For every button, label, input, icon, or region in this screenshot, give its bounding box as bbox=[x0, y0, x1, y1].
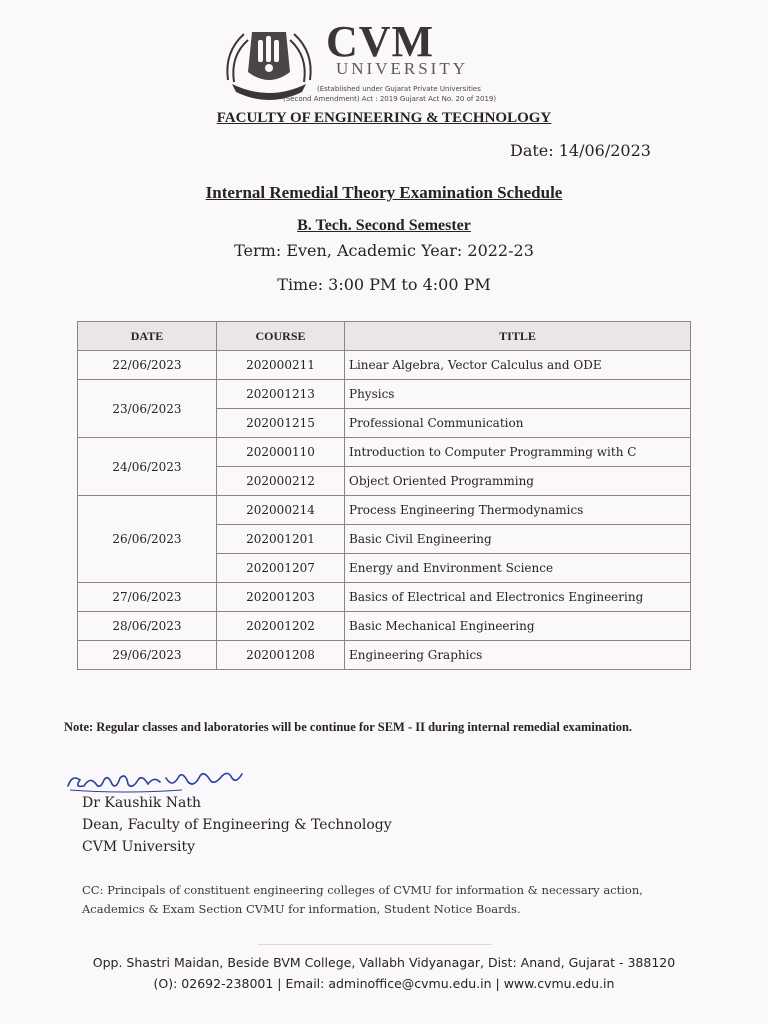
establishment-line-1: (Established under Gujarat Private Universities bbox=[317, 85, 481, 93]
course-code-cell: 202001213 bbox=[217, 380, 345, 409]
course-title-cell: Basic Mechanical Engineering bbox=[345, 612, 691, 641]
program-heading: B. Tech. Second Semester bbox=[297, 217, 471, 234]
course-code-cell: 202000214 bbox=[217, 496, 345, 525]
table-header-row bbox=[78, 322, 691, 351]
brand-subtitle: UNIVERSITY bbox=[336, 59, 468, 78]
course-title-cell: Energy and Environment Science bbox=[345, 554, 691, 583]
university-emblem-icon bbox=[218, 22, 320, 100]
date-cell: 26/06/2023 bbox=[78, 496, 217, 583]
date-cell: 28/06/2023 bbox=[78, 612, 217, 641]
schedule-title: Internal Remedial Theory Examination Schedule bbox=[205, 183, 563, 202]
schedule-table bbox=[77, 321, 691, 670]
date-cell: 27/06/2023 bbox=[78, 583, 217, 612]
date-cell: 23/06/2023 bbox=[78, 380, 217, 438]
table-row bbox=[78, 438, 691, 467]
course-code-cell: 202001207 bbox=[217, 554, 345, 583]
table-row bbox=[78, 583, 691, 612]
column-header-date: DATE bbox=[78, 322, 217, 351]
course-code-cell: 202000212 bbox=[217, 467, 345, 496]
course-title-cell: Physics bbox=[345, 380, 691, 409]
table-row bbox=[78, 380, 691, 409]
course-code-cell: 202001215 bbox=[217, 409, 345, 438]
cc-text: CC: Principals of constituent engineering colleges of CVMU for information & necessary action, Academics & Exam Section CVMU for information, Student Notice Boards. bbox=[82, 883, 643, 916]
table-row bbox=[78, 351, 691, 380]
signatory-name: Dr Kaushik Nath bbox=[82, 795, 202, 811]
note-text: Note: Regular classes and laboratories will be continue for SEM - II during internal remedial examination. bbox=[64, 720, 633, 734]
course-code-cell: 202000211 bbox=[217, 351, 345, 380]
time-line: Time: 3:00 PM to 4:00 PM bbox=[277, 275, 491, 294]
footer-address: Opp. Shastri Maidan, Beside BVM College, Vallabh Vidyanagar, Dist: Anand, Gujarat - 388120 bbox=[92, 955, 676, 970]
date-cell: 24/06/2023 bbox=[78, 438, 217, 496]
course-code-cell: 202001202 bbox=[217, 612, 345, 641]
column-header-title: TITLE bbox=[345, 322, 691, 351]
course-code-cell: 202000110 bbox=[217, 438, 345, 467]
faculty-heading: FACULTY OF ENGINEERING & TECHNOLOGY bbox=[216, 110, 552, 126]
table-row bbox=[78, 612, 691, 641]
brand-name: CVM bbox=[326, 17, 435, 66]
table-row bbox=[78, 496, 691, 525]
course-title-cell: Introduction to Computer Programming with C bbox=[345, 438, 691, 467]
signatory-role: Dean, Faculty of Engineering & Technology bbox=[82, 817, 392, 833]
course-title-cell: Engineering Graphics bbox=[345, 641, 691, 670]
term-line: Term: Even, Academic Year: 2022-23 bbox=[234, 241, 534, 260]
table-row bbox=[78, 641, 691, 670]
date-cell: 29/06/2023 bbox=[78, 641, 217, 670]
column-header-course: COURSE bbox=[217, 322, 345, 351]
course-title-cell: Basic Civil Engineering bbox=[345, 525, 691, 554]
course-code-cell: 202001201 bbox=[217, 525, 345, 554]
course-title-cell: Process Engineering Thermodynamics bbox=[345, 496, 691, 525]
document-date: Date: 14/06/2023 bbox=[510, 141, 651, 160]
course-code-cell: 202001203 bbox=[217, 583, 345, 612]
course-title-cell: Linear Algebra, Vector Calculus and ODE bbox=[345, 351, 691, 380]
svg-text:• • •: • • • bbox=[256, 88, 266, 93]
course-code-cell: 202001208 bbox=[217, 641, 345, 670]
signatory-organization: CVM University bbox=[82, 839, 195, 855]
course-title-cell: Object Oriented Programming bbox=[345, 467, 691, 496]
date-cell: 22/06/2023 bbox=[78, 351, 217, 380]
course-title-cell: Basics of Electrical and Electronics Engineering bbox=[345, 583, 691, 612]
footer-contact: (O): 02692-238001 | Email: adminoffice@cvmu.edu.in | www.cvmu.edu.in bbox=[153, 976, 615, 991]
footer-divider bbox=[258, 944, 492, 945]
establishment-line-2: (Second Amendment) Act : 2019 Gujarat Act No. 20 of 2019) bbox=[283, 95, 497, 103]
course-title-cell: Professional Communication bbox=[345, 409, 691, 438]
